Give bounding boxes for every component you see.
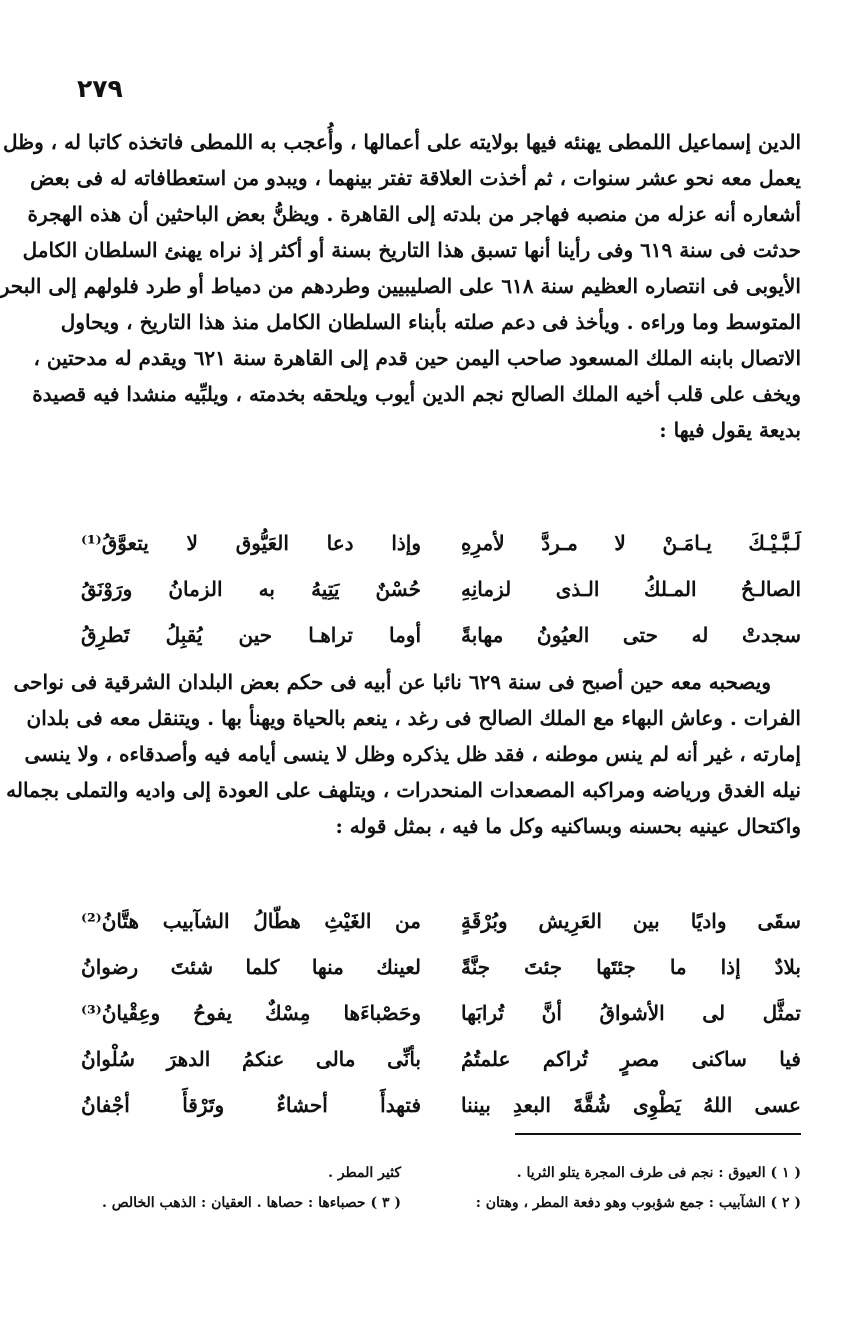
text-line: نيله الغدق ورياضه ومراكبه المصعدات المنحدرات ، ويتلهف على العودة إلى واديه والتملى بجماله xyxy=(6,778,801,802)
verse-first-hemistich: عسى اللهُ يَطْوِى شُقَّةَ البعدِ بيننا xyxy=(461,1093,801,1117)
verse-first-hemistich: بلادٌ إذا ما جئتَها جئتَ جنَّةً xyxy=(461,955,801,979)
verse xyxy=(81,612,801,658)
text-line: الفرات . وعاش البهاء مع الملك الصالح فى رغد ، ينعم بالحياة ويهنأ بها . ويتنقل معه فى بلدان xyxy=(26,706,801,730)
footnote-separator xyxy=(515,1133,801,1135)
verse-second-hemistich: وإذا دعا العَيُّوق لا يتعوَّقُ⁽¹⁾ xyxy=(81,531,421,555)
verse-first-hemistich: سقَى واديًا بين العَرِيش وبُرْقَةٍ xyxy=(461,909,801,933)
footnote-3: ( ٣ ) حصباءها : حصاها . العقيان : الذهب الخالص . xyxy=(102,1195,401,1211)
verse-second-hemistich: من الغَيْثِ هطّالُ الشآبيب هتَّانُ⁽²⁾ xyxy=(81,909,421,933)
text-line: إمارته ، غير أنه لم ينس موطنه ، فقد ظل يذكره وظل لا ينسى أيامه فيه وأصدقاءه ، ولا ينسى xyxy=(24,742,801,766)
verse-first-hemistich: فيا ساكنى مصرٍ تُراكم علمتُمُ xyxy=(461,1047,801,1071)
body-paragraph-1 xyxy=(0,124,801,504)
text-line: الأيوبى فى انتصاره العظيم سنة ٦١٨ على الصليبيين وطردهم من دمياط أو طرد فلولهم إلى البحر xyxy=(0,274,801,298)
verse xyxy=(81,566,801,612)
page-number: ٢٧٩ xyxy=(77,74,123,103)
verse-first-hemistich: سجدتْ له حتى العيُونُ مهابةً xyxy=(461,623,801,647)
footnotes xyxy=(81,1158,801,1218)
verse-first-hemistich: لَـبَّـيْـكَ يـامَـنْ لا مـردَّ لأمرِهِ xyxy=(461,531,801,555)
verse xyxy=(81,944,801,990)
verse-second-hemistich: فتهدأَ أحشاءٌ وتَرْقأَ أجْفانُ xyxy=(81,1093,421,1117)
text-line: المتوسط وما وراءه . ويأخذ فى دعم صلته بأبناء السلطان الكامل منذ هذا التاريخ ، ويحاول xyxy=(60,310,801,334)
verse-first-hemistich: تمثَّل لى الأشواقُ أنَّ تُرابَها xyxy=(461,1001,801,1025)
text-line: الدين إسماعيل اللمطى يهنئه فيها بولايته على أعمالها ، وأُعجب به اللمطى فاتخذه كاتبا له ، وظل xyxy=(3,130,801,154)
verse xyxy=(81,1082,801,1128)
text-line: الاتصال بابنه الملك المسعود صاحب اليمن حين قدم إلى القاهرة سنة ٦٢١ ويقدم له مدحتين ، xyxy=(33,346,801,370)
text-line: ويخف على قلب أخيه الملك الصالح نجم الدين أيوب ويلحقه بخدمته ، ويلبِّيه منشدا فيه قصيدة xyxy=(32,382,801,406)
footnote-row xyxy=(81,1188,801,1218)
verse xyxy=(81,1036,801,1082)
verse xyxy=(81,520,801,566)
verse-first-hemistich: الصالـحُ المـلكُ الـذى لزمانِهِ xyxy=(461,577,801,601)
poem-block-1 xyxy=(81,520,801,658)
text-line: أشعاره أنه عزله من منصبه فهاجر من بلدته إلى القاهرة . ويظنُّ بعض الباحثين أن هذه الهجرة xyxy=(27,202,801,226)
text-line: ويصحبه معه حين أصبح فى سنة ٦٢٩ نائبا عن أبيه فى حكم بعض البلدان الشرقية فى نواحى xyxy=(13,670,771,694)
text-line: حدثت فى سنة ٦١٩ وفى رأينا أنها تسبق هذا التاريخ بسنة أو أكثر إذ نراه يهنئ السلطان الكامل xyxy=(22,238,801,262)
footnote-1: ( ١ ) العيوق : نجم فى طرف المجرة يتلو الثريا . xyxy=(516,1165,801,1181)
verse-second-hemistich: لعينك منها كلما شئتَ رضوانُ xyxy=(81,955,421,979)
verse xyxy=(81,898,801,944)
verse xyxy=(81,990,801,1036)
text-line: بديعة يقول فيها : xyxy=(659,418,801,442)
text-line: واكتحال عينيه بحسنه وبساكنيه وكل ما فيه ، بمثل قوله : xyxy=(335,814,801,838)
body-paragraph-2 xyxy=(6,664,801,864)
footnote-2-continuation: كثير المطر . xyxy=(328,1165,401,1181)
verse-second-hemistich: وحَصْباءَها مِسْكٌ يفوحُ وعِقْيانُ⁽³⁾ xyxy=(81,1001,421,1025)
verse-second-hemistich: حُسْنٌ يَتِيهُ به الزمانُ ورَوْنَقُ xyxy=(81,577,421,601)
footnote-2: ( ٢ ) الشآبيب : جمع شؤبوب وهو دفعة المطر ، وهتان : xyxy=(475,1195,801,1211)
footnote-row xyxy=(81,1158,801,1188)
text-line: يعمل معه نحو عشر سنوات ، ثم أخذت العلاقة تفتر بينهما ، ويبدو من استعطافاته له فى بعض xyxy=(30,166,801,190)
poem-block-2 xyxy=(81,898,801,1128)
verse-second-hemistich: أوما تراهـا حين يُقبِلُ تَطرِقُ xyxy=(81,623,421,647)
verse-second-hemistich: بأنِّى مالى عنكمُ الدهرَ سُلْوانُ xyxy=(81,1047,421,1071)
